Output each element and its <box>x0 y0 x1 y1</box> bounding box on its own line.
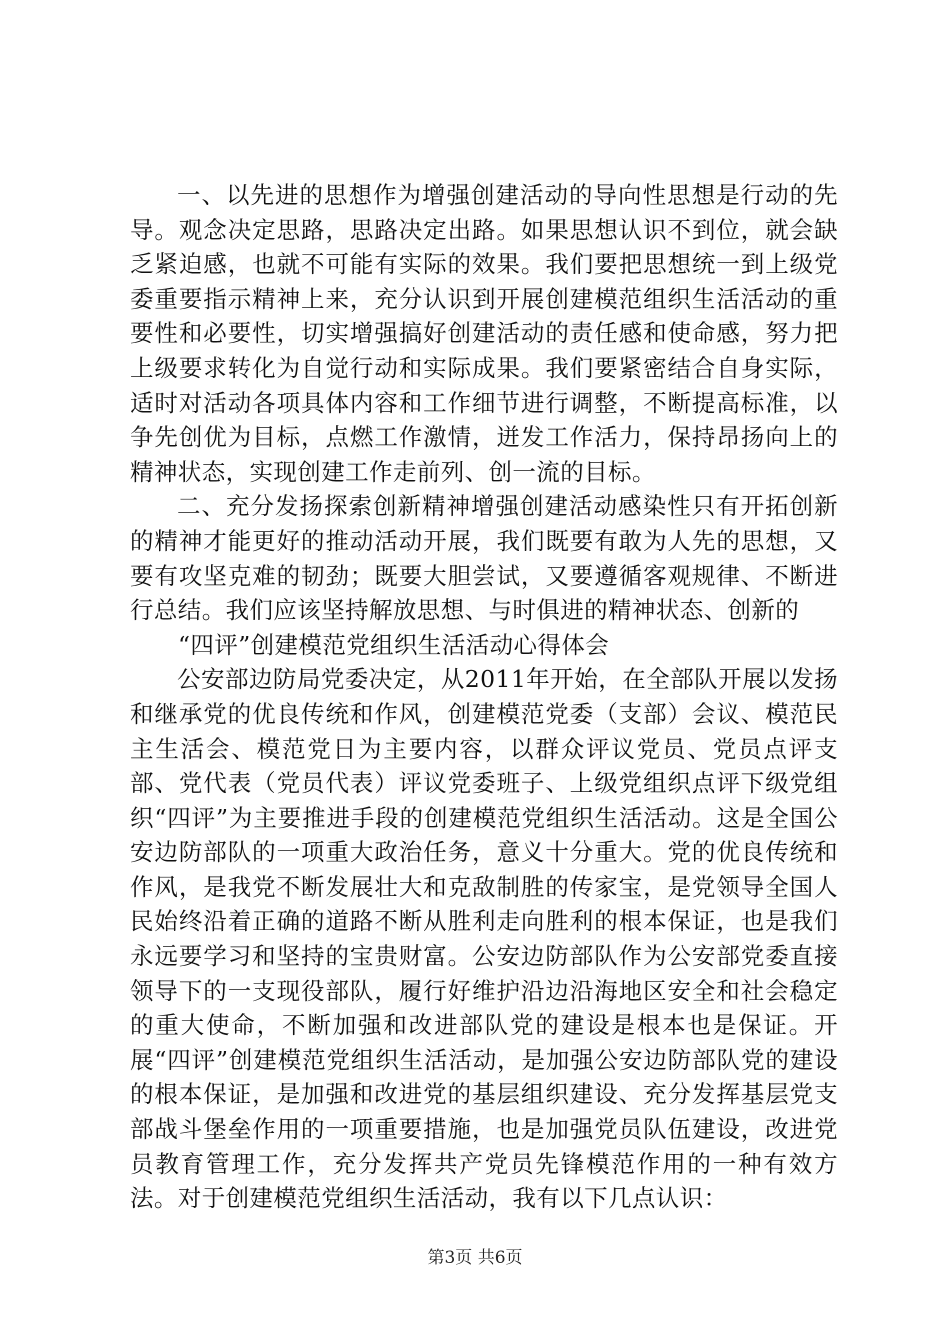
page-number-footer: 第3页 共6页 <box>427 1248 523 1268</box>
paragraph-1: 一、以先进的思想作为增强创建活动的导向性思想是行动的先导。观念决定思路，思路决定出路。如果思想认识不到位，就会缺乏紧迫感，也就不可能有实际的效果。我们要把思想统一到上级党委重要指示精神上来，充分认识到开展创建模范组织生活活动的重要性和必要性，切实增强搞好创建活动的责任感和使命感，努力把上级要求转化为自觉行动和实际成果。我们要紧密结合自身实际，适时对活动各项具体内容和工作细节进行调整，不断提高标准，以争先创优为目标，点燃工作激情，迸发工作活力，保持昂扬向上的精神状态，实现创建工作走前列、创一流的目标。 <box>130 181 838 486</box>
section-title: “四评”创建模范党组织生活活动心得体会 <box>178 630 610 659</box>
paragraph-3: 公安部边防局党委决定，从2011年开始，在全部队开展以发扬和继承党的优良传统和作风，创建模范党委（支部）会议、模范民主生活会、模范党日为主要内容，以群众评议党员、党员点评支部、党代表（党员代表）评议党委班子、上级党组织点评下级党组织“四评”为主要推进手段的创建模范党组织生活活动。这是全国公安边防部队的一项重大政治任务，意义十分重大。党的优良传统和作风，是我党不断发展壮大和克敌制胜的传家宝，是党领导全国人民始终沿着正确的道路不断从胜利走向胜利的根本保证，也是我们永远要学习和坚持的宝贵财富。公安边防部队作为公安部党委直接领导下的一支现役部队，履行好维护沿边沿海地区安全和社会稳定的重大使命，不断加强和改进部队党的建设是根本也是保证。开展“四评”创建模范党组织生活活动，是加强公安边防部队党的建设的根本保证，是加强和改进党的基层组织建设、充分发挥基层党支部战斗堡垒作用的一项重要措施，也是加强党员队伍建设，改进党员教育管理工作，充分发挥共产党员先锋模范作用的一种有效方法。对于创建模范党组织生活活动，我有以下几点认识： <box>130 665 838 1213</box>
document-body <box>130 178 838 1216</box>
paragraph-2: 二、充分发扬探索创新精神增强创建活动感染性只有开拓创新的精神才能更好的推动活动开展，我们既要有敢为人先的思想，又要有攻坚克难的韧劲；既要大胆尝试，又要遵循客观规律、不断进行总结。我们应该坚持解放思想、与时俱进的精神状态、创新的 <box>130 492 838 625</box>
